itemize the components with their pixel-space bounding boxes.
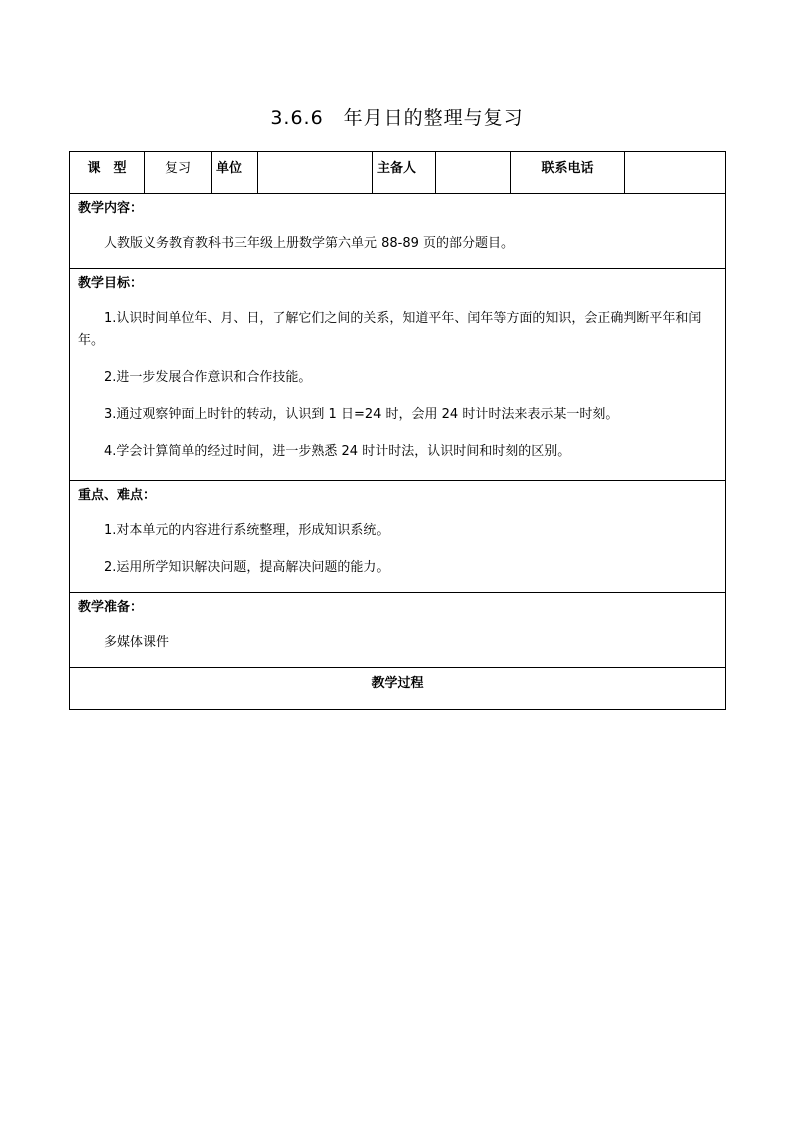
phone-value [625,152,726,194]
key-point-item-2: 2.运用所学知识解决问题，提高解决问题的能力。 [104,560,390,575]
unit-label: 单位 [212,152,258,194]
type-label: 课 型 [70,152,145,194]
content-title: 教学内容： [78,201,144,216]
goal-item-4: 4.学会计算简单的经过时间，进一步熟悉 24 时计时法，认识时间和时刻的区别。 [104,444,571,459]
key-point-item-1: 1.对本单元的内容进行系统整理，形成知识系统。 [104,523,390,538]
content-paragraph: 人教版义务教育教科书三年级上册数学第六单元 88-89 页的部分题目。 [104,236,515,251]
preparation-paragraph: 多媒体课件 [104,635,170,650]
preparation-section [70,593,726,668]
goals-title: 教学目标： [78,276,144,291]
preparation-row [70,593,726,668]
type-value: 复习 [145,152,212,194]
goal-item-2: 2.进一步发展合作意识和合作技能。 [104,370,312,385]
preparer-value [436,152,511,194]
header-row [70,152,726,194]
process-title: 教学过程 [70,668,726,710]
document-title: 3.6.6 年月日的整理与复习 [270,107,524,129]
content-row [70,194,726,269]
goals-section [70,269,726,481]
phone-label: 联系电话 [511,152,625,194]
goal-item-1: 1.认识时间单位年、月、日，了解它们之间的关系，知道平年、闰年等方面的知识，会正确判断平年和闰年。 [78,311,702,348]
key-points-section [70,481,726,593]
lesson-plan-table [69,151,726,710]
goal-item-3: 3.通过观察钟面上时针的转动，认识到 1 日=24 时，会用 24 时计时法来表示某一时刻。 [104,407,619,422]
key-points-title: 重点、难点： [78,488,157,503]
goals-row [70,269,726,481]
process-row [70,668,726,710]
key-points-row [70,481,726,593]
unit-value [258,152,373,194]
preparation-title: 教学准备： [78,600,144,615]
content-section [70,194,726,269]
preparer-label: 主备人 [373,152,436,194]
